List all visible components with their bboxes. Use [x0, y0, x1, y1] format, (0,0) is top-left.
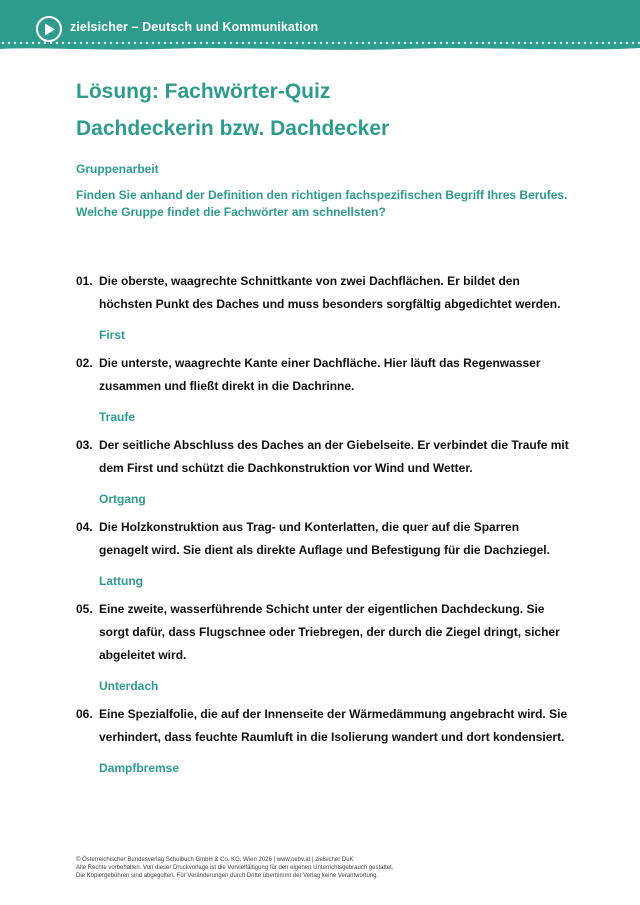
footer-line: © Österreichischer Bundesverlag Schulbuch GmbH & Co. KG, Wien 2026 | www.oebv.at | zielsicher DuK [76, 857, 354, 863]
question-text: Eine Spezialfolie, die auf der Innenseite der Wärmedämmung angebracht wird. Sie verhindert, dass feuchte Raumluft in die Isolierung wandert und dort kondensiert. [99, 707, 568, 744]
instruction-text: Finden Sie anhand der Definition den richtigen fachspezifischen Begriff Ihres Berufes. Welche Gruppe findet die Fachwörter am schnellsten? [76, 188, 568, 219]
page-title: Lösung: Fachwörter-Quiz [76, 80, 331, 103]
header-banner [0, 0, 640, 48]
answer-text: Traufe [99, 410, 136, 424]
answer-text: Ortgang [99, 492, 146, 506]
banner-wave [0, 44, 640, 54]
question-text: Eine zweite, wasserführende Schicht unter der eigentlichen Dachdeckung. Sie sorgt dafür, dass Flugschnee oder Triebregen, der durch die Ziegel dringt, sicher abgeleitet wird. [99, 602, 560, 662]
footer-line: Die Kopiergebühren sind abgegolten. Für Veränderungen durch Dritte übernimmt der Verlag keine Verantwortung. [76, 873, 379, 879]
question-list [76, 270, 576, 785]
question-number: 03. [76, 438, 93, 452]
question-text: Die oberste, waagrechte Schnittkante von zwei Dachflächen. Er bildet den höchsten Punkt des Daches und muss besonders sorgfältig abgedichtet werden. [99, 274, 561, 311]
question-text: Die unterste, waagrechte Kante einer Dachfläche. Hier läuft das Regenwasser zusammen und fließt direkt in die Dachrinne. [99, 356, 541, 393]
answer-text: Unterdach [99, 679, 159, 693]
copyright-footer [76, 856, 394, 880]
question-text: Die Holzkonstruktion aus Trag- und Konterlatten, die quer auf die Sparren genagelt wird. Sie dient als direkte Auflage und Befestigung für die Dachziegel. [99, 520, 550, 557]
answer-text: Dampfbremse [99, 761, 180, 775]
question-item [76, 352, 576, 425]
page-subtitle: Dachdeckerin bzw. Dachdecker [76, 117, 390, 140]
question-item [76, 434, 576, 507]
footer-line: Alle Rechte vorbehalten. Von dieser Druckvorlage ist die Vervielfältigung für den eigenen Unterrichtsgebrauch gestattet. [76, 865, 394, 871]
brand-name: zielsicher – Deutsch und Kommunikation [70, 20, 319, 34]
play-icon [36, 16, 62, 42]
question-number: 04. [76, 520, 93, 534]
answer-text: First [99, 328, 126, 342]
question-number: 05. [76, 602, 93, 616]
question-number: 01. [76, 274, 93, 288]
question-item [76, 516, 576, 589]
question-number: 02. [76, 356, 93, 370]
question-item [76, 598, 576, 694]
section-label: Gruppenarbeit [76, 162, 159, 176]
question-text: Der seitliche Abschluss des Daches an der Giebelseite. Er verbindet die Traufe mit dem First und schützt die Dachkonstruktion vor Wind und Wetter. [99, 438, 569, 475]
question-number: 06. [76, 707, 93, 721]
answer-text: Lattung [99, 574, 143, 588]
question-item [76, 703, 576, 776]
question-item [76, 270, 576, 343]
